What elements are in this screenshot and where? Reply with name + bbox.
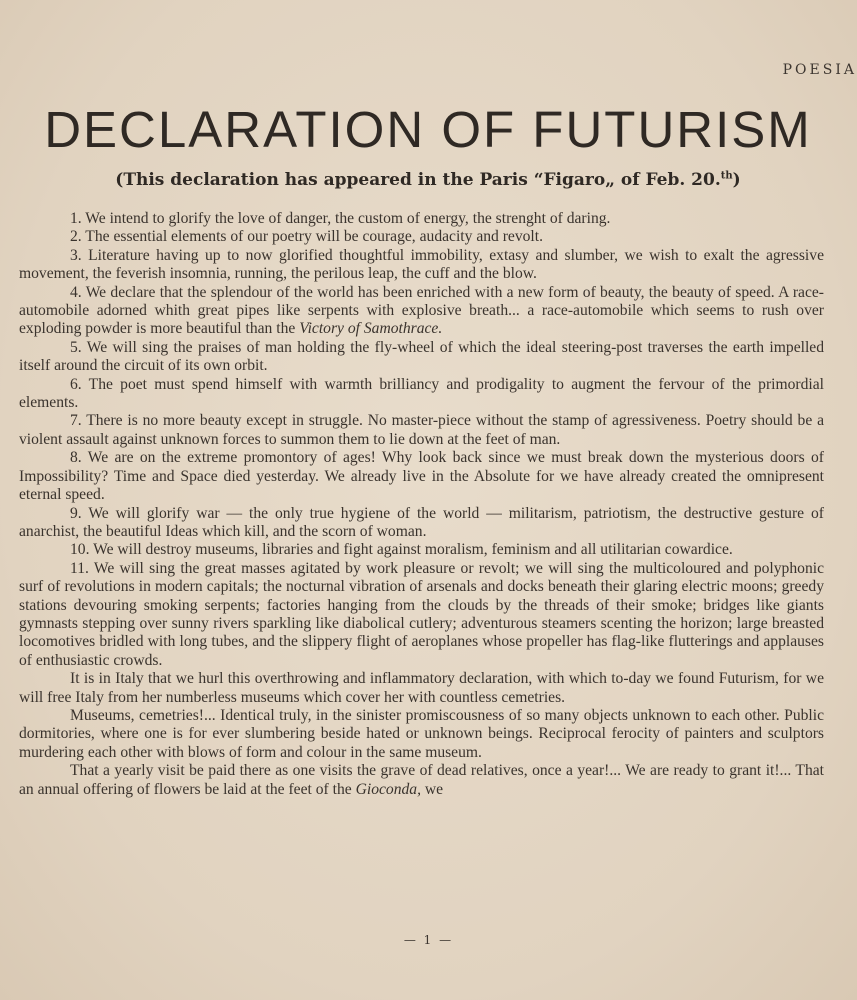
paragraph-yearly-visit-tail: we <box>421 780 444 798</box>
article-1: 1. We intend to glorify the love of danger, the custom of energy, the strenght of daring. <box>70 210 611 227</box>
paragraph-yearly-visit-text: That a yearly visit be paid there as one visits the grave of dead relatives, once a year!... We are ready to grant it!... That an annual offering of flowers be laid at the feet of the <box>19 762 824 798</box>
subtitle-superscript: th <box>720 170 733 182</box>
subtitle-close: ) <box>732 170 741 190</box>
article-6: 6. The poet must spend himself with warmth brilliancy and prodigality to augment the fervour of the primordial elements. <box>19 375 824 412</box>
paragraph-italy: It is in Italy that we hurl this overthrowing and inflammatory declaration, with which to-day we found Futurism, for we will free Italy from her numberless museums which cover her with countless cemetries. <box>19 670 824 706</box>
paragraph-yearly-visit <box>19 762 824 799</box>
article-11: 11. We will sing the great masses agitated by work pleasure or revolt; we will sing the multicoloured and polyphonic surf of revolutions in modern capitals; the nocturnal vibration of arsenals and docks beneath their glaring electric moons; greedy stations devouring smoking serpents; factories hanging from the clouds by the threads of their smoke; bridges like giants gymnasts stepping over sunny rivers sparkling like diabolical cutlery; adventurous steamers scenting the horizon; large breasted locomotives bridled with long tubes, and the slippery flight of aeroplanes whose propeller has flag-like flutterings and applauses of enthusiastic crowds. <box>19 559 824 669</box>
article-4-text: 4. We declare that the splendour of the world has been enriched with a new form of beauty, the beauty of speed. A race-automobile adorned whith great pipes like serpents with explosive breath... a race-automobile which seems to rush over exploding powder is more beautiful than the <box>19 283 824 338</box>
page-title: DECLARATION OF FUTURISM <box>44 101 812 158</box>
subtitle-text: (This declaration has appeared in the Paris “Figaro„ of Feb. 20. <box>115 170 721 190</box>
paragraph-yearly-visit-italic: Gioconda, <box>355 780 421 798</box>
article-5: 5. We will sing the praises of man holding the fly-wheel of which the ideal steering-post traverses the earth impelled itself around the circuit of its own orbit. <box>19 338 824 375</box>
article-9: 9. We will glorify war — the only true hygiene of the world — militarism, patriotism, the destructive gesture of anarchist, the beautiful Ideas which kill, and the scorn of woman. <box>19 504 824 540</box>
article-10: 10. We will destroy museums, libraries and fight against moralism, feminism and all utilitarian cowardice. <box>70 541 733 559</box>
article-3: 3. Literature having up to now glorified thoughtful immobility, extasy and slumber, we wish to exalt the agressive movement, the feverish insomnia, running, the perilous leap, the cuff and the blow. <box>19 246 824 283</box>
paragraph-museums: Museums, cemetries!... Identical truly, in the sinister promiscousness of so many objects unknown to each other. Public dormitories, where one is for ever slumbering beside hated or unknown beings. Reciprocal ferocity of painters and sculptors murdering each other with blows of form and colour in the same museum. <box>19 706 824 761</box>
article-7: 7. There is no more beauty except in struggle. No master-piece without the stamp of agressiveness. Poetry should be a violent assault against unknown forces to summon them to lie down at the feet of man. <box>19 412 824 448</box>
article-4-italic: Victory of Samothrace. <box>299 320 443 338</box>
article-2: 2. The essential elements of our poetry will be courage, audacity and revolt. <box>70 228 543 246</box>
running-head: POESIA <box>782 62 857 78</box>
article-4 <box>19 284 824 339</box>
page-number: — 1 — <box>403 933 454 947</box>
declaration-body <box>19 210 824 799</box>
subtitle <box>18 170 838 190</box>
article-8: 8. We are on the extreme promontory of ages! Why look back since we must break down the mysterious doors of Impossibility? Time and Space died yesterday. We already live in the Absolute for we have already created the omnipresent eternal speed. <box>19 449 824 504</box>
